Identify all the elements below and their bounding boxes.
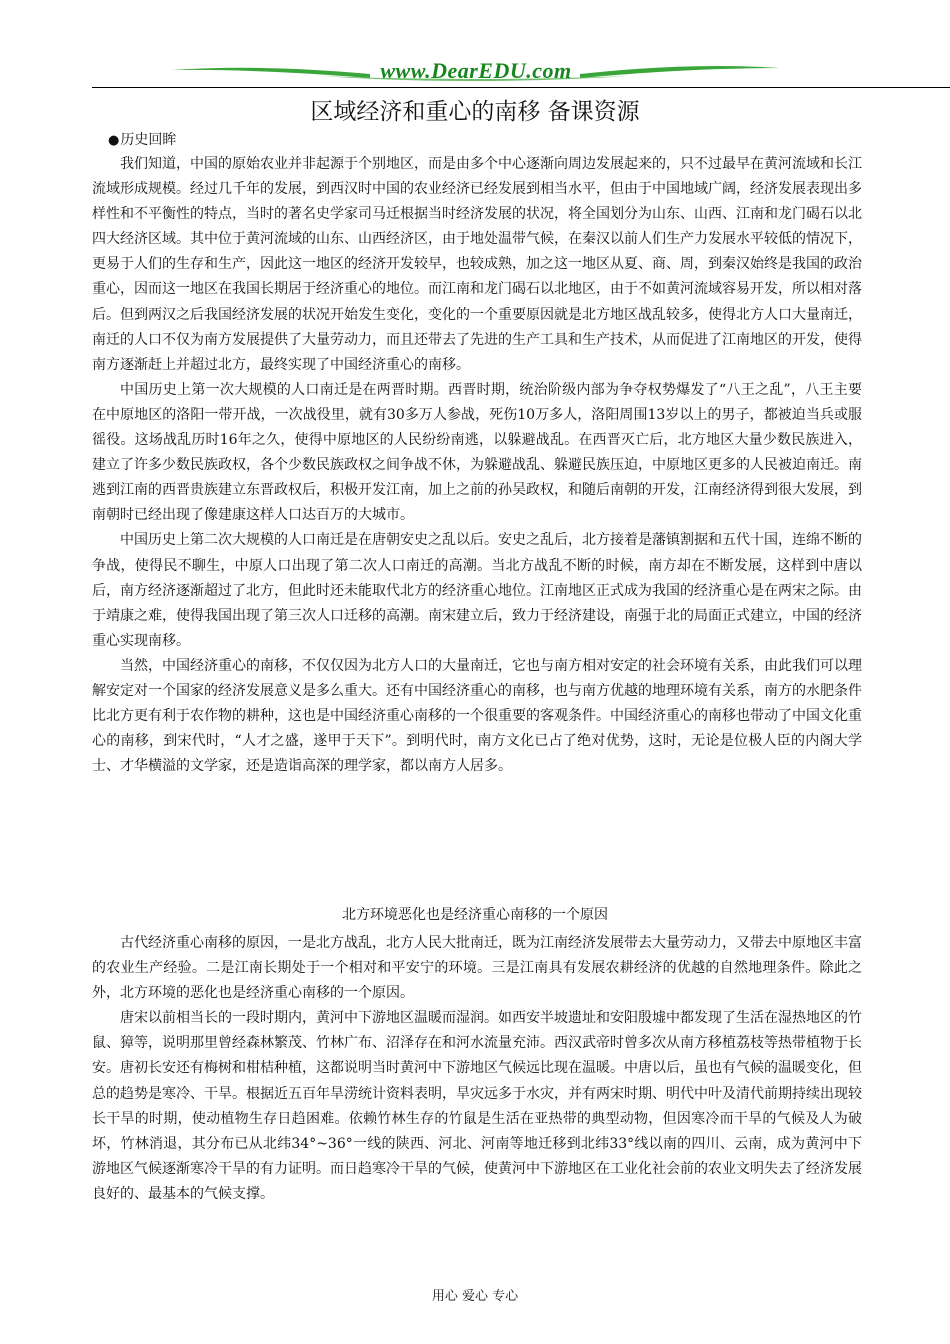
section-subheading: 北方环境恶化也是经济重心南移的一个原因 (342, 907, 608, 923)
header-divider (92, 87, 950, 88)
paragraph: 唐宋以前相当长的一段时期内，黄河中下游地区温暖而湿润。如西安半坡遗址和安阳殷墟中都发现了生活在湿热地区的竹鼠、獐等，说明那里曾经森林繁茂、竹林广布、沼泽存在和河水流量充沛。西汉武帝时曾多次从南方移植荔枝等热带植物于长安。唐初长安还有梅树和柑桔种植，这都说明当时黄河中下游地区气候远比现在温暖。中唐以后，虽也有气候的温暖变化，但总的趋势是寒冷、干旱。根据近五百年旱涝统计资料表明，旱灾远多于水灾，并有两宋时期、明代中叶及清代前期持续出现较长干旱的时期，使动植物生存日趋困难。依赖竹林生存的竹鼠是生活在亚热带的典型动物，但因寒冷而干旱的气候及人为破坏，竹林消退，其分布已从北纬34°~36°一线的陕西、河北、河南等地迁移到北纬33°线以南的四川、云南，成为黄河中下游地区气候逐渐寒冷干旱的有力证明。而日趋寒冷干旱的气候，使黄河中下游地区在工业化社会前的农业文明失去了经济发展良好的、最基本的气候支撑。 (92, 1010, 862, 1202)
site-banner-text: www.DearEDU.com (380, 58, 572, 83)
section-label-text: 历史回眸 (120, 132, 177, 148)
paragraph: 中国历史上第二次大规模的人口南迁是在唐朝安史之乱以后。安史之乱后，北方接着是藩镇割据和五代十国，连绵不断的争战，使得民不聊生，中原人口出现了第二次人口南迁的高潮。当北方战乱不断的时候，南方却在不断发展，这样到中唐以后，南方经济逐渐超过了北方，但此时还未能取代北方的经济重心地位。江南地区正式成为我国的经济重心是在两宋之际。由于靖康之难，使得我国出现了第三次人口迁移的高潮。南宋建立后，致力于经济建设，南强于北的局面正式建立，中国的经济重心实现南移。 (92, 532, 862, 649)
section-label (108, 129, 176, 152)
paragraph: 当然，中国经济重心的南移，不仅仅因为北方人口的大量南迁，它也与南方相对安定的社会环境有关系，由此我们可以理解安定对一个国家的经济发展意义是多么重大。还有中国经济重心的南移，也与南方优越的地理环境有关系，南方的水肥条件比北方更有利于农作物的耕种，这也是中国经济重心南移的一个很重要的客观条件。中国经济重心的南移也带动了中国文化重心的南移，到宋代时，“人才之盛，遂甲于天下”。到明代时，南方文化已占了绝对优势，这时，无论是位极人臣的内阁大学士、才华横溢的文学家，还是造诣高深的理学家，都以南方人居多。 (92, 657, 862, 775)
site-banner (170, 56, 782, 90)
paragraph: 古代经济重心南移的原因，一是北方战乱，北方人民大批南迁，既为江南经济发展带去大量劳动力，又带去中原地区丰富的农业生产经验。二是江南长期处于一个相对和平安宁的环境。三是江南具有发展农耕经济的优越的自然地理条件。除此之外，北方环境的恶化也是经济重心南移的一个原因。 (92, 935, 862, 1002)
page-title: 区域经济和重心的南移 备课资源 (310, 99, 640, 125)
paragraph: 中国历史上第一次大规模的人口南迁是在两晋时期。西晋时期，统治阶级内部为争夺权势爆发了“八王之乱”，八王主要在中原地区的洛阳一带开战，一次战役里，就有30多万人参战，死伤10万多人，洛阳周围13岁以上的男子，都被迫当兵或服徭役。这场战乱历时16年之久，使得中原地区的人民纷纷南逃，以躲避战乱。在西晋灭亡后，北方地区大量少数民族进入，建立了许多少数民族政权，各个少数民族政权之间争战不休，为躲避战乱、躲避民族压迫，中原地区更多的人民被迫南迁。南逃到江南的西晋贵族建立东晋政权后，积极开发江南，加上之前的孙吴政权，和随后南朝的开发，江南经济得到很大发展，到南朝时已经出现了像建康这样人口达百万的大城市。 (92, 381, 862, 524)
body-section-2 (92, 931, 862, 1207)
paragraph: 我们知道，中国的原始农业并非起源于个别地区，而是由多个中心逐渐向周边发展起来的，只不过最早在黄河流域和长江流域形成规模。经过几千年的发展，到西汉时中国的农业经济已经发展到相当水平，但由于中国地域广阔，经济发展表现出多样性和不平衡性的特点，当时的著名史学家司马迁根据当时经济发展的状况，将全国划分为山东、山西、江南和龙门碣石以北四大经济区域。其中位于黄河流域的山东、山西经济区，由于地处温带气候，在秦汉以前人们生产力发展水平较低的情况下，更易于人们的生存和生产，因此这一地区的经济开发较早，也较成熟，加之这一地区从夏、商、周，到秦汉始终是我国的政治重心，因而这一地区在我国长期居于经济重心的地位。而江南和龙门碣石以北地区，由于不如黄河流域容易开发，所以相对落后。但到两汉之后我国经济发展的状况开始发生变化，变化的一个重要原因就是北方地区战乱较多，使得北方人口大量南迁，南迁的人口不仅为南方发展提供了大量劳动力，而且还带去了先进的生产工具和生产技术，从而促进了江南地区的开发，使得南方逐渐赶上并超过北方，最终实现了中国经济重心的南移。 (92, 156, 862, 373)
body-section-1 (92, 152, 862, 779)
page-footer: 用心 爱心 专心 (431, 1289, 519, 1304)
bullet-icon: ● (108, 133, 120, 148)
